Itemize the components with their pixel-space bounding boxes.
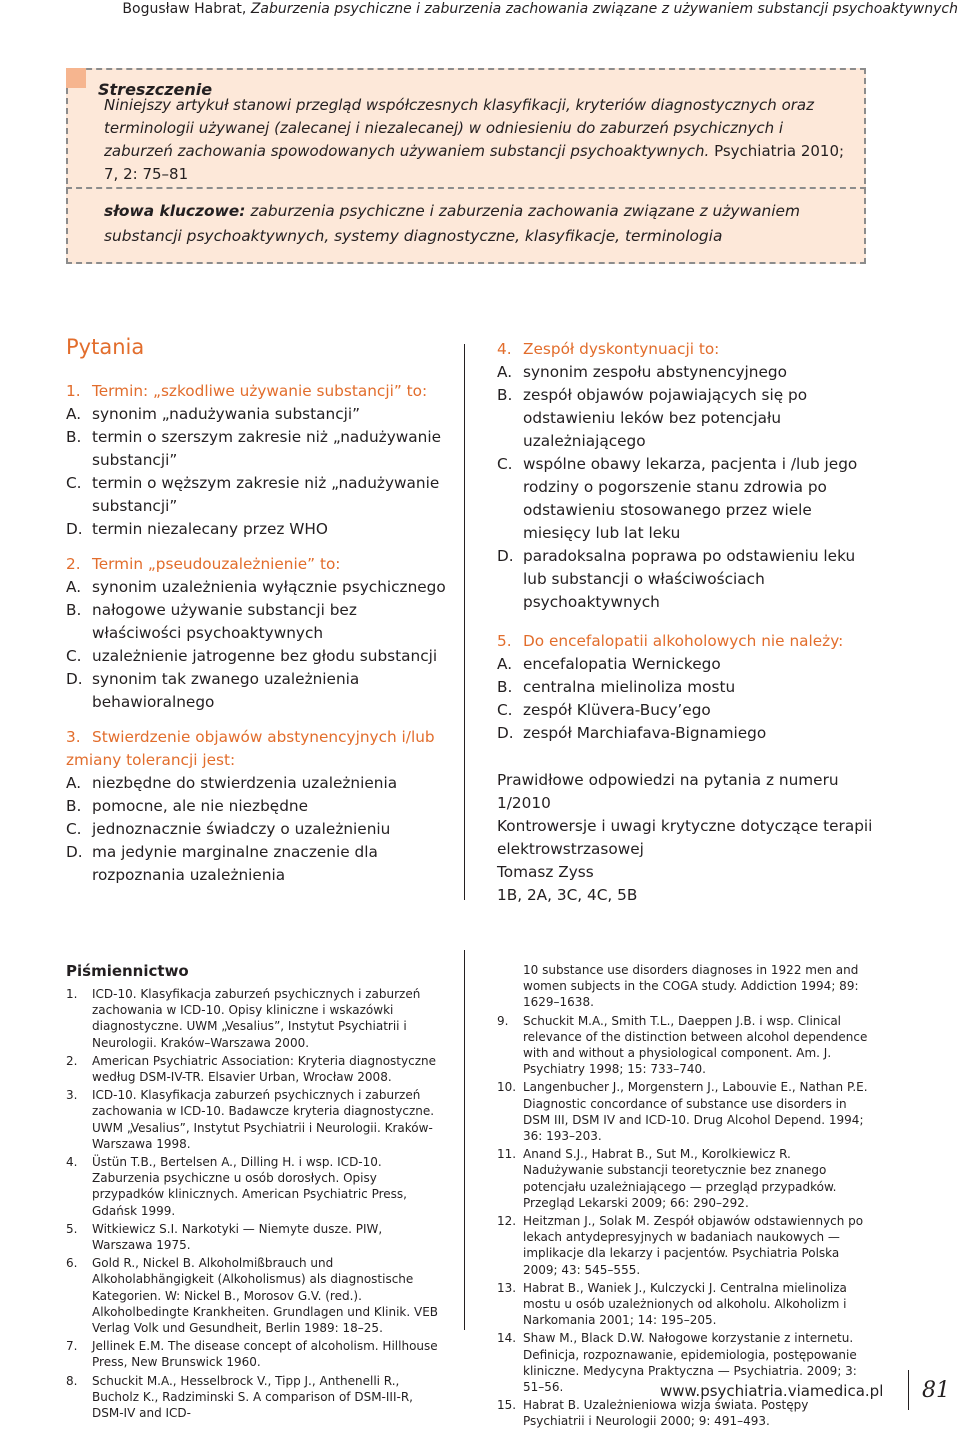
- answer-option: D. zespół Marchiafava-Bignamiego: [497, 724, 767, 742]
- question-1: [66, 380, 446, 541]
- questions-left-column: [66, 334, 446, 887]
- keywords-label: słowa kluczowe:: [104, 202, 246, 220]
- abstract-citation: Psychiatria 2010; 7, 2: 75–81: [104, 142, 845, 183]
- answer-option: A. synonim zespołu abstynencyjnego: [497, 363, 787, 381]
- answer-option: D. termin niezalecany przez WHO: [66, 520, 328, 538]
- question-text: Zespół dyskontynuacji to:: [523, 340, 720, 358]
- questions-heading: Pytania: [66, 335, 145, 359]
- question-text: Termin „pseudouzależnienie” to:: [92, 555, 341, 573]
- reference-item: 2. American Psychiatric Association: Kryteria diagnostyczne według DSM-IV-TR. Elsavier Urban, Wrocław 2008.: [66, 1053, 436, 1085]
- question-4: [497, 338, 877, 614]
- references-heading: Piśmiennictwo: [66, 962, 189, 980]
- question-text: Termin: „szkodliwe używanie substancji” to:: [92, 382, 428, 400]
- question-text-continued: zmiany tolerancji jest:: [66, 751, 236, 769]
- answer-option: B. pomocne, ale nie niezbędne: [66, 797, 309, 815]
- column-divider: [464, 344, 465, 900]
- running-head-author: Bogusław Habrat,: [122, 1, 247, 17]
- correct-answers-intro: Prawidłowe odpowiedzi na pytania z numeru 1/2010: [497, 771, 839, 812]
- answer-option: D. synonim tak zwanego uzależnienia behawioralnego: [66, 670, 360, 711]
- answer-option: A. encefalopatia Wernickego: [497, 655, 721, 673]
- page-number: 81: [922, 1378, 950, 1403]
- answer-option: A. niezbędne do stwierdzenia uzależnienia: [66, 774, 398, 792]
- references-right-column: [497, 962, 869, 1432]
- answer-option: C. jednoznacznie świadczy o uzależnieniu: [66, 820, 391, 838]
- correct-answers-article-title: Kontrowersje i uwagi krytyczne dotyczące terapii elektrowstrzasowej: [497, 817, 873, 858]
- footer-divider: [908, 1370, 909, 1410]
- reference-item: 11. Anand S.J., Habrat B., Sut M., Korolkiewicz R. Nadużywanie substancji teoretycznie bez znanego potencjału uzależniającego — przegląd przypadków. Przegląd Lekarski 2009; 66: 290–292.: [497, 1147, 837, 1210]
- reference-continuation: 10 substance use disorders diagnoses in 1922 men and women subjects in the COGA study. Addiction 1994; 89: 1629–1638.: [523, 963, 859, 1010]
- column-divider-references: [464, 950, 465, 1330]
- keywords: [104, 199, 856, 249]
- correct-answers-author: Tomasz Zyss: [497, 863, 594, 881]
- answer-option: C. uzależnienie jatrogenne bez głodu substancji: [66, 647, 438, 665]
- question-number: 4.: [497, 340, 512, 358]
- question-text: Do encefalopatii alkoholowych nie należy:: [523, 632, 844, 650]
- reference-item: 3. ICD-10. Klasyfikacja zaburzeń psychicznych i zaburzeń zachowania w ICD-10. Badawcze kryteria diagnostyczne. UWM „Vesalius”, Instytut Psychiatrii i Neurologii. Kraków-Warszawa 1998.: [66, 1088, 435, 1151]
- question-number: 3.: [66, 728, 81, 746]
- references-left-column: [66, 986, 438, 1423]
- answer-option: B. nałogowe używanie substancji bez właściwości psychoaktywnych: [66, 601, 357, 642]
- reference-item: 4. Üstün T.B., Bertelsen A., Dilling H. i wsp. ICD-10. Zaburzenia psychiczne u osób dorosłych. Opisy przypadków klinicznych. American Psychiatric Press, Gdańsk 1999.: [66, 1155, 407, 1218]
- reference-item: 13. Habrat B., Waniek J., Kulczycki J. Centralna mielinoliza mostu u osób uzależnionych od alkoholu. Alkoholizm i Narkomania 2001; 14: 195–205.: [497, 1280, 847, 1328]
- running-head: [0, 0, 960, 22]
- answer-option: C. termin o węższym zakresie niż „nadużywanie substancji”: [66, 474, 440, 515]
- question-text: Stwierdzenie objawów abstynencyjnych i/lub: [92, 728, 435, 746]
- reference-item: 1. ICD-10. Klasyfikacja zaburzeń psychicznych i zaburzeń zachowania w ICD-10. Opisy kliniczne i wskazówki diagnostyczne. UWM „Vesalius”, Instytut Psychiatrii i Neurologii. Kraków–Warszawa 2000.: [66, 987, 421, 1050]
- abstract-marker: [66, 68, 86, 88]
- question-number: 1.: [66, 382, 81, 400]
- answer-option: B. zespół objawów pojawiających się po odstawieniu leków bez potencjału uzależniającego: [497, 386, 808, 450]
- reference-item: 6. Gold R., Nickel B. Alkoholmißbrauch und Alkoholabhängigkeit (Alkoholismus) als diagnostische Kategorien. W: Nickel B., Morosov G.V. (red.). Alkoholbedingte Krankheiten. Grundlagen und Klinik. VEB Verlag Volk und Gesundheit, Berlin 1989: 18–25.: [66, 1256, 439, 1336]
- answer-option: A. synonim „nadużywania substancji”: [66, 405, 361, 423]
- running-head-title: Zaburzenia psychiczne i zaburzenia zachowania związane z używaniem substancji psychoaktywnych: [250, 1, 958, 17]
- question-5: [497, 630, 877, 745]
- abstract-title: Streszczenie: [98, 80, 213, 99]
- reference-item: 9. Schuckit M.A., Smith T.L., Daeppen J.B. i wsp. Clinical relevance of the distinction between alcohol dependence with and without a physiological component. Am. J. Psychiatry 1998; 15: 733–740.: [497, 1013, 868, 1077]
- answer-option: D. ma jedynie marginalne znaczenie dla rozpoznania uzależnienia: [66, 843, 378, 884]
- reference-item: 15. Habrat B. Uzależnieniowa wizja świata. Postępy Psychiatrii i Neurologii 2000; 9: 491–493.: [497, 1398, 809, 1429]
- abstract-text: [104, 94, 856, 186]
- reference-item: 7. Jellinek E.M. The disease concept of alcoholism. Hillhouse Press, New Brunswick 1960.: [66, 1339, 438, 1370]
- answer-option: A. synonim uzależnienia wyłącznie psychicznego: [66, 578, 446, 596]
- answer-option: D. paradoksalna poprawa po odstawieniu leku lub substancji o właściwościach psychoaktywnych: [497, 547, 856, 611]
- reference-item: 8. Schuckit M.A., Hesselbrock V., Tipp J., Anthenelli R., Bucholz K., Radziminski S. A comparison of DSM-III-R, DSM-IV and ICD-: [66, 1373, 413, 1421]
- question-number: 2.: [66, 555, 81, 573]
- correct-answers-block: [497, 769, 877, 907]
- abstract-body: Niniejszy artykuł stanowi przegląd współczesnych klasyfikacji, kryteriów diagnostycznych oraz terminologii używanej (zalecanej i niezalecanej) w odniesieniu do zaburzeń psychicznych i zaburzeń zachowania spowodowanych używaniem substancji psychoaktywnych.: [104, 96, 814, 160]
- question-number: 5.: [497, 632, 512, 650]
- reference-item: 12. Heitzman J., Solak M. Zespół objawów odstawiennych po lekach antydepresyjnych w badaniach naukowych — implikacje dla lekarzy i pacjentów. Psychiatria Polska 2009; 43: 545–555.: [497, 1214, 864, 1277]
- abstract-divider: [66, 187, 866, 189]
- answer-option: B. centralna mielinoliza mostu: [497, 678, 736, 696]
- questions-right-column: [497, 338, 877, 907]
- reference-item: 5. Witkiewicz S.I. Narkotyki — Niemyte dusze. PIW, Warszawa 1975.: [66, 1221, 383, 1253]
- keywords-list: zaburzenia psychiczne i zaburzenia zachowania związane z używaniem substancji psychoaktywnych, systemy diagnostyczne, klasyfikacje, terminologia: [104, 202, 800, 245]
- reference-item: 10. Langenbucher J., Morgenstern J., Labouvie E., Nathan P.E. Diagnostic concordance of substance use disorders in DSM III, DSM IV and ICD-10. Drug Alcohol Depend. 1994; 36: 193–203.: [497, 1080, 868, 1144]
- answer-option: C. wspólne obawy lekarza, pacjenta i /lub jego rodziny o pogorszenie stanu zdrowia po odstawieniu stosowanego przez wiele miesięcy lub lat leku: [497, 455, 858, 542]
- question-2: [66, 553, 446, 714]
- footer-url[interactable]: www.psychiatria.viamedica.pl: [660, 1382, 884, 1400]
- reference-item: 14. Shaw M., Black D.W. Nałogowe korzystanie z internetu. Definicja, rozpoznawanie, epidemiologia, postępowanie kliniczne. Medycyna Praktyczna — Psychiatria. 2009; 3: 51–56.: [497, 1331, 857, 1395]
- answer-option: C. zespół Klüvera-Bucy’ego: [497, 701, 711, 719]
- correct-answers-key: 1B, 2A, 3C, 4C, 5B: [497, 886, 638, 904]
- answer-option: B. termin o szerszym zakresie niż „nadużywanie substancji”: [66, 428, 442, 469]
- question-3: [66, 726, 446, 887]
